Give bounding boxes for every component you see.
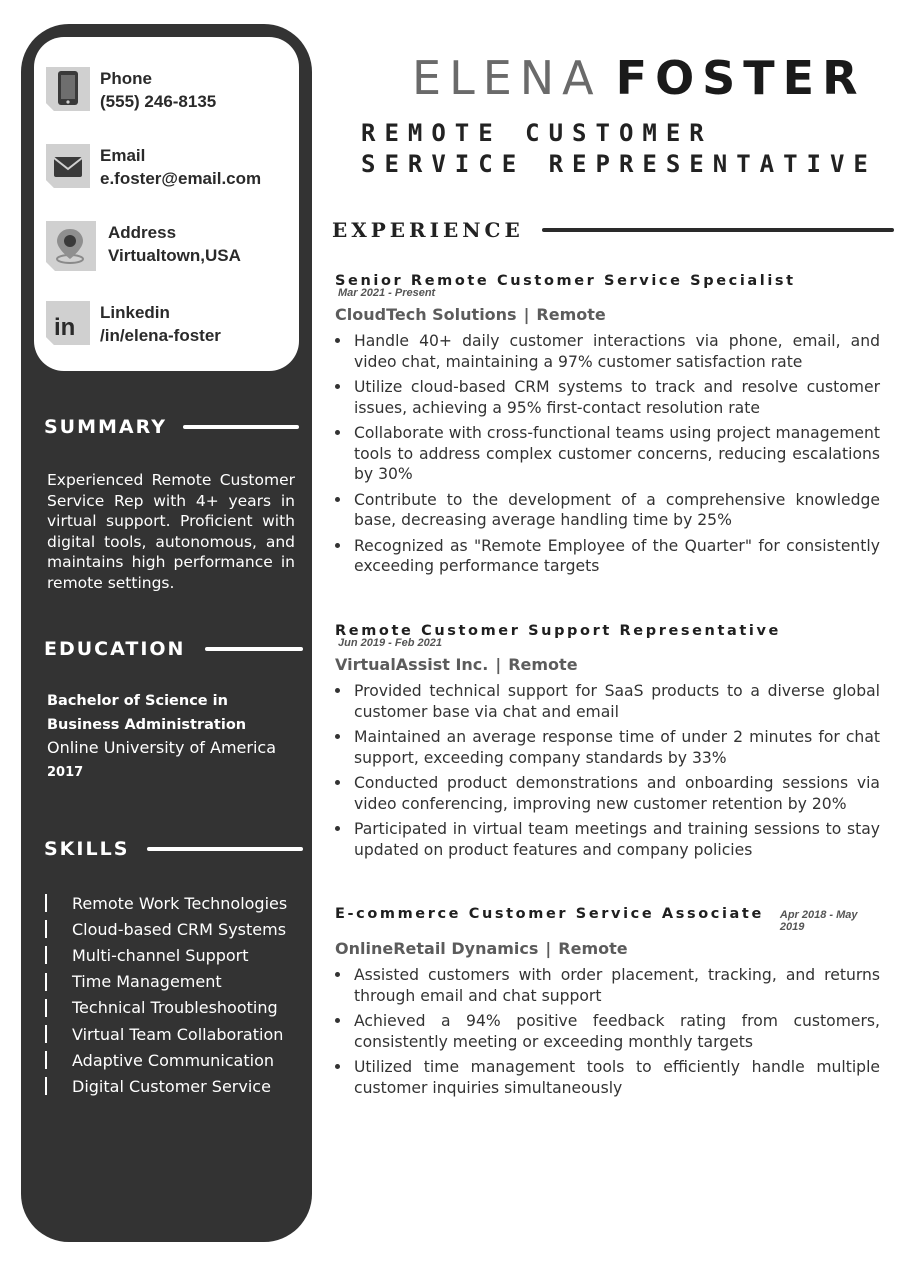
bullet-item: Utilize cloud-based CRM systems to track and resolve customer issues, achieving a 95% first-contact resolution rate [335, 377, 880, 418]
job-entry [335, 906, 880, 1103]
bullet-item: Handle 40+ daily customer interactions via phone, email, and video chat, maintaining a 97% customer satisfaction rate [335, 331, 880, 372]
company-name: VirtualAssist Inc. [335, 655, 489, 674]
phone-number[interactable]: (555) 246-8135 [100, 92, 217, 111]
linkedin-icon [46, 301, 90, 345]
svg-text:in: in [54, 314, 76, 341]
heading-rule [183, 425, 299, 429]
skill-item: Multi-channel Support [45, 942, 287, 968]
bullet-item: Contribute to the development of a comprehensive knowledge base, decreasing average handling time by 25% [335, 490, 880, 531]
contact-label: Email [100, 146, 146, 165]
skill-item: Adaptive Communication [45, 1047, 287, 1073]
job-dates: Jun 2019 - Feb 2021 [338, 637, 442, 649]
company-name: OnlineRetail Dynamics [335, 939, 539, 958]
linkedin-url[interactable]: /in/elena-foster [100, 326, 221, 345]
education-school: Online University of America [47, 738, 276, 757]
job-bullets [335, 965, 880, 1098]
summary-heading-text: SUMMARY [44, 416, 167, 438]
heading-rule [147, 847, 303, 851]
bullet-item: Maintained an average response time of under 2 minutes for chat support, exceeding company standards by 33% [335, 727, 880, 768]
job-role: Remote Customer Support Representative [335, 623, 781, 639]
skills-heading-text: SKILLS [44, 838, 130, 860]
job-bullets [335, 681, 880, 860]
education-heading-text: EDUCATION [44, 638, 186, 660]
skill-item: Cloud-based CRM Systems [45, 916, 287, 942]
job-location: Remote [508, 655, 578, 674]
contact-address [46, 221, 241, 271]
skills-heading [44, 838, 303, 860]
skill-item: Time Management [45, 969, 287, 995]
last-name: FOSTER [615, 51, 866, 105]
contact-phone [46, 67, 216, 113]
job-company-line: CloudTech Solutions | Remote [335, 305, 606, 324]
contact-email [46, 144, 261, 190]
email-address[interactable]: e.foster@email.com [100, 169, 262, 188]
job-dates: Mar 2021 - Present [338, 287, 436, 299]
job-dates: Apr 2018 - May 2019 [779, 909, 858, 933]
contact-label: Linkedin [100, 303, 170, 322]
bullet-item: Utilized time management tools to efficiently handle multiple customer inquiries simultaneously [335, 1057, 880, 1098]
contact-label: Address [108, 223, 177, 242]
summary-text: Experienced Remote Customer Service Rep with 4+ years in virtual support. Proficient with digital tools, autonomous, and maintains high performance in remote settings. [47, 471, 295, 592]
contact-card [34, 37, 299, 371]
job-company-line: VirtualAssist Inc. | Remote [335, 655, 578, 674]
job-entry [335, 623, 880, 865]
skills-list [45, 890, 287, 1100]
skill-item: Remote Work Technologies [45, 890, 287, 916]
bullet-item: Participated in virtual team meetings and training sessions to stay updated on product features and company policies [335, 819, 880, 860]
bullet-item: Assisted customers with order placement, tracking, and returns through email and chat support [335, 965, 880, 1006]
bullet-item: Recognized as "Remote Employee of the Quarter" for consistently exceeding performance targets [335, 536, 880, 577]
first-name: ELENA [412, 51, 602, 105]
summary-heading [44, 416, 299, 438]
education-heading [44, 638, 303, 660]
job-location: Remote [536, 305, 606, 324]
heading-rule [542, 228, 894, 232]
skill-item: Virtual Team Collaboration [45, 1021, 287, 1047]
bullet-item: Provided technical support for SaaS products to a diverse global customer base via chat and email [335, 681, 880, 722]
skill-item: Digital Customer Service [45, 1073, 287, 1099]
address-value: Virtualtown,USA [108, 246, 241, 265]
skill-item: Technical Troubleshooting [45, 995, 287, 1021]
location-pin-icon [46, 221, 96, 271]
bullet-item: Conducted product demonstrations and onboarding sessions via video conferencing, improving new customer retention by 20% [335, 773, 880, 814]
bullet-item: Achieved a 94% positive feedback rating from customers, consistently meeting or exceeding monthly targets [335, 1011, 880, 1052]
contact-linkedin [46, 301, 221, 347]
job-role: E-commerce Customer Service Associate [335, 906, 764, 922]
email-icon [46, 144, 90, 188]
company-name: CloudTech Solutions [335, 305, 517, 324]
phone-icon [46, 67, 90, 111]
experience-heading-text: EXPERIENCE [332, 218, 524, 242]
candidate-name [412, 50, 866, 106]
education-degree: Bachelor of Science in Business Administration [47, 693, 247, 733]
job-location: Remote [558, 939, 628, 958]
bullet-item: Collaborate with cross-functional teams using project management tools to address complex customer concerns, reducing escalations by 30% [335, 423, 880, 485]
job-role: Senior Remote Customer Service Specialist [335, 273, 796, 289]
job-entry [335, 273, 880, 582]
experience-heading [332, 218, 894, 242]
job-title: REMOTE CUSTOMER SERVICE REPRESENTATIVE [361, 119, 877, 178]
education-year: 2017 [47, 765, 84, 780]
heading-rule [205, 647, 303, 651]
job-company-line: OnlineRetail Dynamics | Remote [335, 939, 628, 958]
contact-label: Phone [100, 69, 152, 88]
job-bullets [335, 331, 880, 577]
